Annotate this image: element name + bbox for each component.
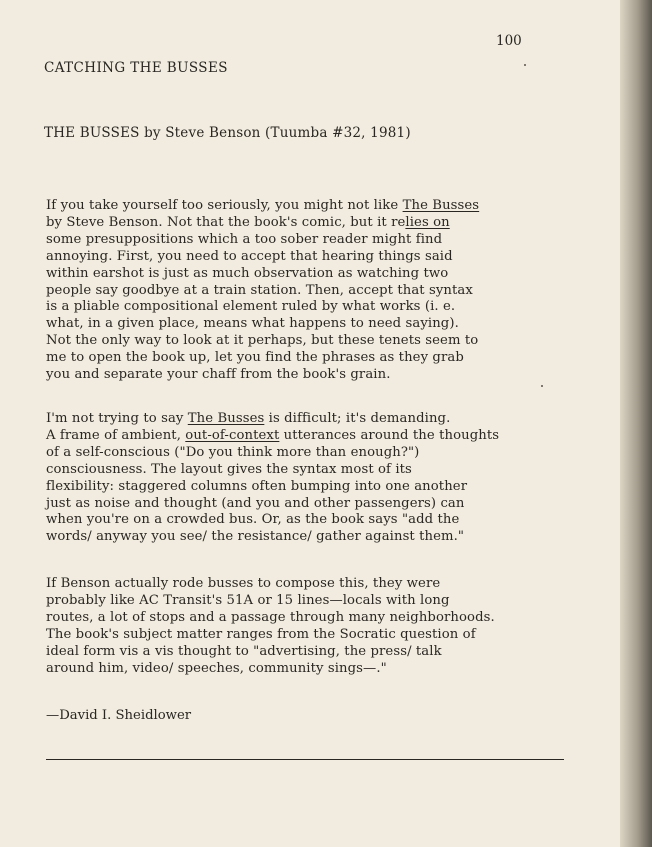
print-speck xyxy=(524,64,526,66)
paragraph-2 xyxy=(46,411,499,546)
author-signature: —David I. Sheidlower xyxy=(46,708,192,723)
text-line: Not the only way to look at it perhaps, but these tenets seem to xyxy=(46,333,479,349)
text-line: consciousness. The layout gives the syntax most of its xyxy=(46,461,412,477)
text-line: people say goodbye at a train station. Then, accept that syntax xyxy=(46,282,473,298)
text-line: some presuppositions which a too sober reader might find xyxy=(46,231,443,247)
text-line: annoying. First, you need to accept that hearing things said xyxy=(46,248,453,264)
underlined-text: The Busses xyxy=(402,198,480,213)
text-line: around him, video/ speeches, community sings—." xyxy=(46,660,387,676)
page-number: 100 xyxy=(496,33,522,49)
text-line: is a pliable compositional element ruled by what works (i. e. xyxy=(46,299,456,315)
text-line: when you're on a crowded bus. Or, as the book says "add the xyxy=(46,512,460,528)
text-line: I'm not trying to say The Busses is difficult; it's demanding. xyxy=(46,411,451,426)
text-line: flexibility: staggered columns often bumping into one another xyxy=(46,478,468,494)
text-line: probably like AC Transit's 51A or 15 lines—locals with long xyxy=(46,592,450,608)
text-line: by Steve Benson. Not that the book's comic, but it relies on xyxy=(46,214,450,230)
text-line: what, in a given place, means what happens to need saying). xyxy=(46,316,459,332)
text-line: A frame of ambient, out-of-context utterances around the thoughts xyxy=(46,427,500,443)
underlined-text: lies on xyxy=(405,214,450,230)
text-line: words/ anyway you see/ the resistance/ gather against them." xyxy=(46,529,465,545)
text-line: The book's subject matter ranges from the Socratic question of xyxy=(46,626,476,642)
section-title: CATCHING THE BUSSES xyxy=(44,60,228,76)
text-line: you and separate your chaff from the book's grain. xyxy=(46,367,391,383)
text-line: If Benson actually rode busses to compose this, they were xyxy=(46,576,441,591)
paragraph-1 xyxy=(46,198,479,384)
text-line: routes, a lot of stops and a passage through many neighborhoods. xyxy=(46,609,495,625)
text-line: me to open the book up, let you find the phrases as they grab xyxy=(46,350,464,366)
text-line: If you take yourself too seriously, you might not like The Busses xyxy=(46,198,480,213)
text-line: within earshot is just as much observation as watching two xyxy=(46,265,449,281)
underlined-text: The Busses xyxy=(187,411,265,426)
book-gutter-shadow xyxy=(620,0,652,847)
print-speck xyxy=(541,385,543,387)
text-line: of a self-conscious ("Do you think more than enough?") xyxy=(46,444,420,460)
text-line: ideal form vis a vis thought to "advertising, the press/ talk xyxy=(46,643,442,659)
paragraph-3 xyxy=(46,576,495,677)
underlined-text: out-of-context xyxy=(185,427,280,443)
text-line: just as noise and thought (and you and other passengers) can xyxy=(46,495,465,511)
review-heading: THE BUSSES by Steve Benson (Tuumba #32, 1981) xyxy=(44,125,411,141)
horizontal-rule xyxy=(46,759,564,760)
